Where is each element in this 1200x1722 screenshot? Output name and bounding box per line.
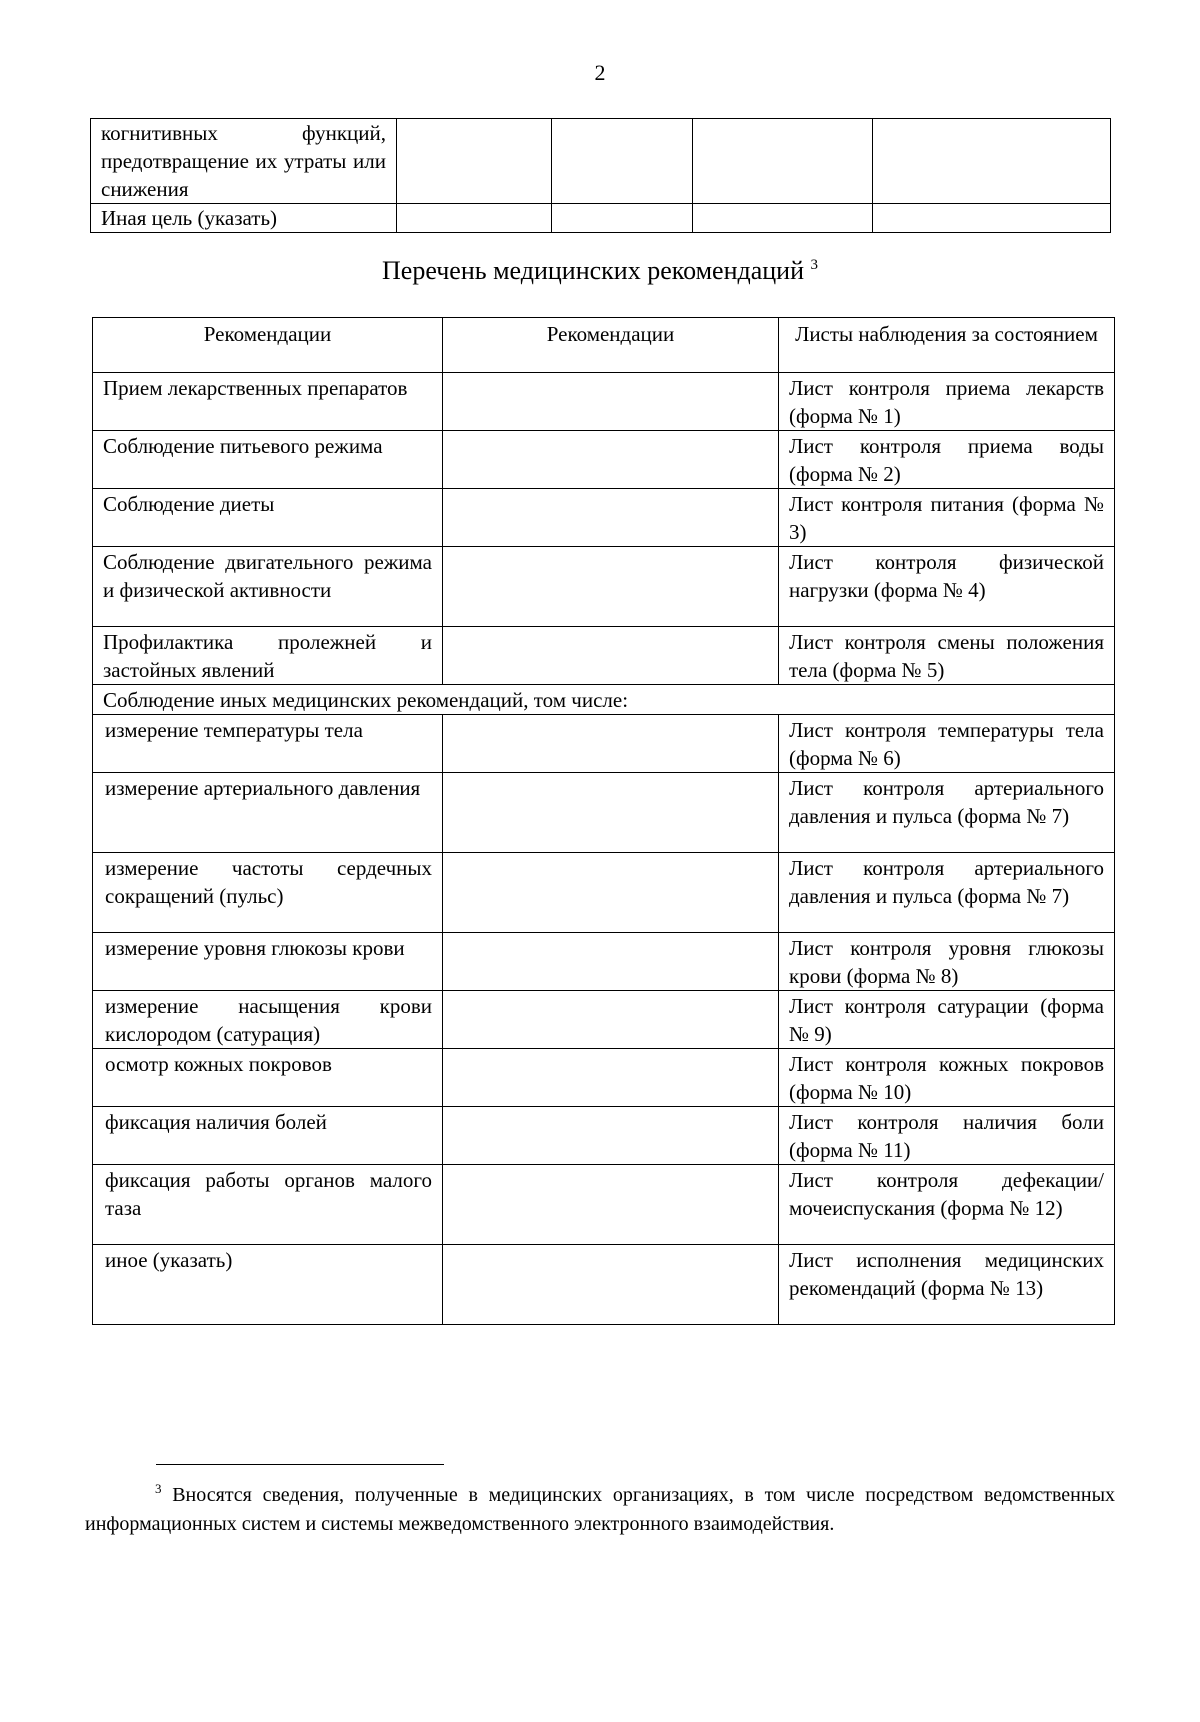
footnote <box>85 1474 1115 1539</box>
footnote-mark: 3 <box>155 1481 162 1496</box>
empty-cell <box>443 853 779 933</box>
observation-sheet-cell: Лист контроля приема лекарств (форма № 1) <box>779 373 1115 431</box>
recommendations-table-body <box>93 373 1115 1325</box>
empty-cell <box>873 119 1111 204</box>
recommendation-cell: измерение артериального давления <box>93 773 443 853</box>
observation-sheet-cell: Лист контроля смены положения тела (форма № 5) <box>779 627 1115 685</box>
observation-sheet-cell: Лист контроля наличия боли (форма № 11) <box>779 1107 1115 1165</box>
empty-cell <box>552 119 693 204</box>
recommendation-cell: иное (указать) <box>93 1245 443 1325</box>
empty-cell <box>693 119 873 204</box>
recommendation-cell: Соблюдение питьевого режима <box>93 431 443 489</box>
observation-sheet-cell: Лист исполнения медицинских рекомендаций (форма № 13) <box>779 1245 1115 1325</box>
table-row <box>93 431 1115 489</box>
empty-cell <box>693 204 873 233</box>
empty-cell <box>443 991 779 1049</box>
table-row <box>93 1165 1115 1245</box>
footnote-reference: 3 <box>810 257 818 273</box>
observation-sheet-cell: Лист контроля питания (форма № 3) <box>779 489 1115 547</box>
recommendation-cell: Профилактика пролежней и застойных явлений <box>93 627 443 685</box>
column-header: Листы наблюдения за состоянием <box>779 318 1115 373</box>
section-row-label: Соблюдение иных медицинских рекомендаций, том числе: <box>93 685 1115 715</box>
section-title <box>0 256 1200 286</box>
table-row <box>93 1049 1115 1107</box>
recommendation-cell: Прием лекарственных препаратов <box>93 373 443 431</box>
table-row <box>93 1107 1115 1165</box>
table-row <box>93 489 1115 547</box>
observation-sheet-cell: Лист контроля кожных покровов (форма № 10) <box>779 1049 1115 1107</box>
goals-table-continuation <box>90 118 1111 233</box>
observation-sheet-cell: Лист контроля артериального давления и пульса (форма № 7) <box>779 773 1115 853</box>
recommendation-cell: измерение насыщения крови кислородом (сатурация) <box>93 991 443 1049</box>
observation-sheet-cell: Лист контроля приема воды (форма № 2) <box>779 431 1115 489</box>
recommendation-cell: фиксация работы органов малого таза <box>93 1165 443 1245</box>
observation-sheet-cell: Лист контроля температуры тела (форма № 6) <box>779 715 1115 773</box>
empty-cell <box>443 933 779 991</box>
empty-cell <box>443 547 779 627</box>
recommendation-cell: измерение температуры тела <box>93 715 443 773</box>
observation-sheet-cell: Лист контроля дефекации/мочеиспускания (форма № 12) <box>779 1165 1115 1245</box>
empty-cell <box>443 773 779 853</box>
observation-sheet-cell: Лист контроля артериального давления и пульса (форма № 7) <box>779 853 1115 933</box>
table-header-row <box>93 318 1115 373</box>
empty-cell <box>443 1245 779 1325</box>
table-row <box>91 204 1111 233</box>
table-row <box>93 1245 1115 1325</box>
section-title-text: Перечень медицинских рекомендаций <box>382 256 804 285</box>
footnote-divider <box>156 1464 444 1465</box>
observation-sheet-cell: Лист контроля уровня глюкозы крови (форма № 8) <box>779 933 1115 991</box>
recommendation-cell: фиксация наличия болей <box>93 1107 443 1165</box>
empty-cell <box>443 431 779 489</box>
column-header: Рекомендации <box>93 318 443 373</box>
table-row <box>93 547 1115 627</box>
empty-cell <box>443 373 779 431</box>
table-row <box>93 933 1115 991</box>
empty-cell <box>443 489 779 547</box>
empty-cell <box>443 1107 779 1165</box>
recommendation-cell: измерение частоты сердечных сокращений (пульс) <box>93 853 443 933</box>
recommendation-cell: осмотр кожных покровов <box>93 1049 443 1107</box>
recommendation-cell: Соблюдение диеты <box>93 489 443 547</box>
empty-cell <box>443 1165 779 1245</box>
empty-cell <box>397 204 552 233</box>
empty-cell <box>873 204 1111 233</box>
table-row <box>93 773 1115 853</box>
recommendation-cell: Соблюдение двигательного режима и физической активности <box>93 547 443 627</box>
observation-sheet-cell: Лист контроля физической нагрузки (форма № 4) <box>779 547 1115 627</box>
observation-sheet-cell: Лист контроля сатурации (форма № 9) <box>779 991 1115 1049</box>
recommendations-table <box>92 317 1115 1325</box>
recommendation-cell: измерение уровня глюкозы крови <box>93 933 443 991</box>
table-row <box>93 853 1115 933</box>
empty-cell <box>443 1049 779 1107</box>
empty-cell <box>443 627 779 685</box>
empty-cell <box>397 119 552 204</box>
column-header: Рекомендации <box>443 318 779 373</box>
table-row <box>93 991 1115 1049</box>
table-row <box>93 373 1115 431</box>
empty-cell <box>443 715 779 773</box>
table-row <box>93 627 1115 685</box>
goal-cell: когнитивных функций, предотвращение их утраты или снижения <box>91 119 397 204</box>
table-row <box>93 715 1115 773</box>
table-row <box>91 119 1111 204</box>
empty-cell <box>552 204 693 233</box>
page-number: 2 <box>594 60 606 85</box>
table-row <box>93 685 1115 715</box>
goal-cell: Иная цель (указать) <box>91 204 397 233</box>
footnote-text: Вносятся сведения, полученные в медицинских организациях, в том числе посредством ведомственных информационных систем и системы межведомственного электронного взаимодействия. <box>85 1484 1116 1535</box>
